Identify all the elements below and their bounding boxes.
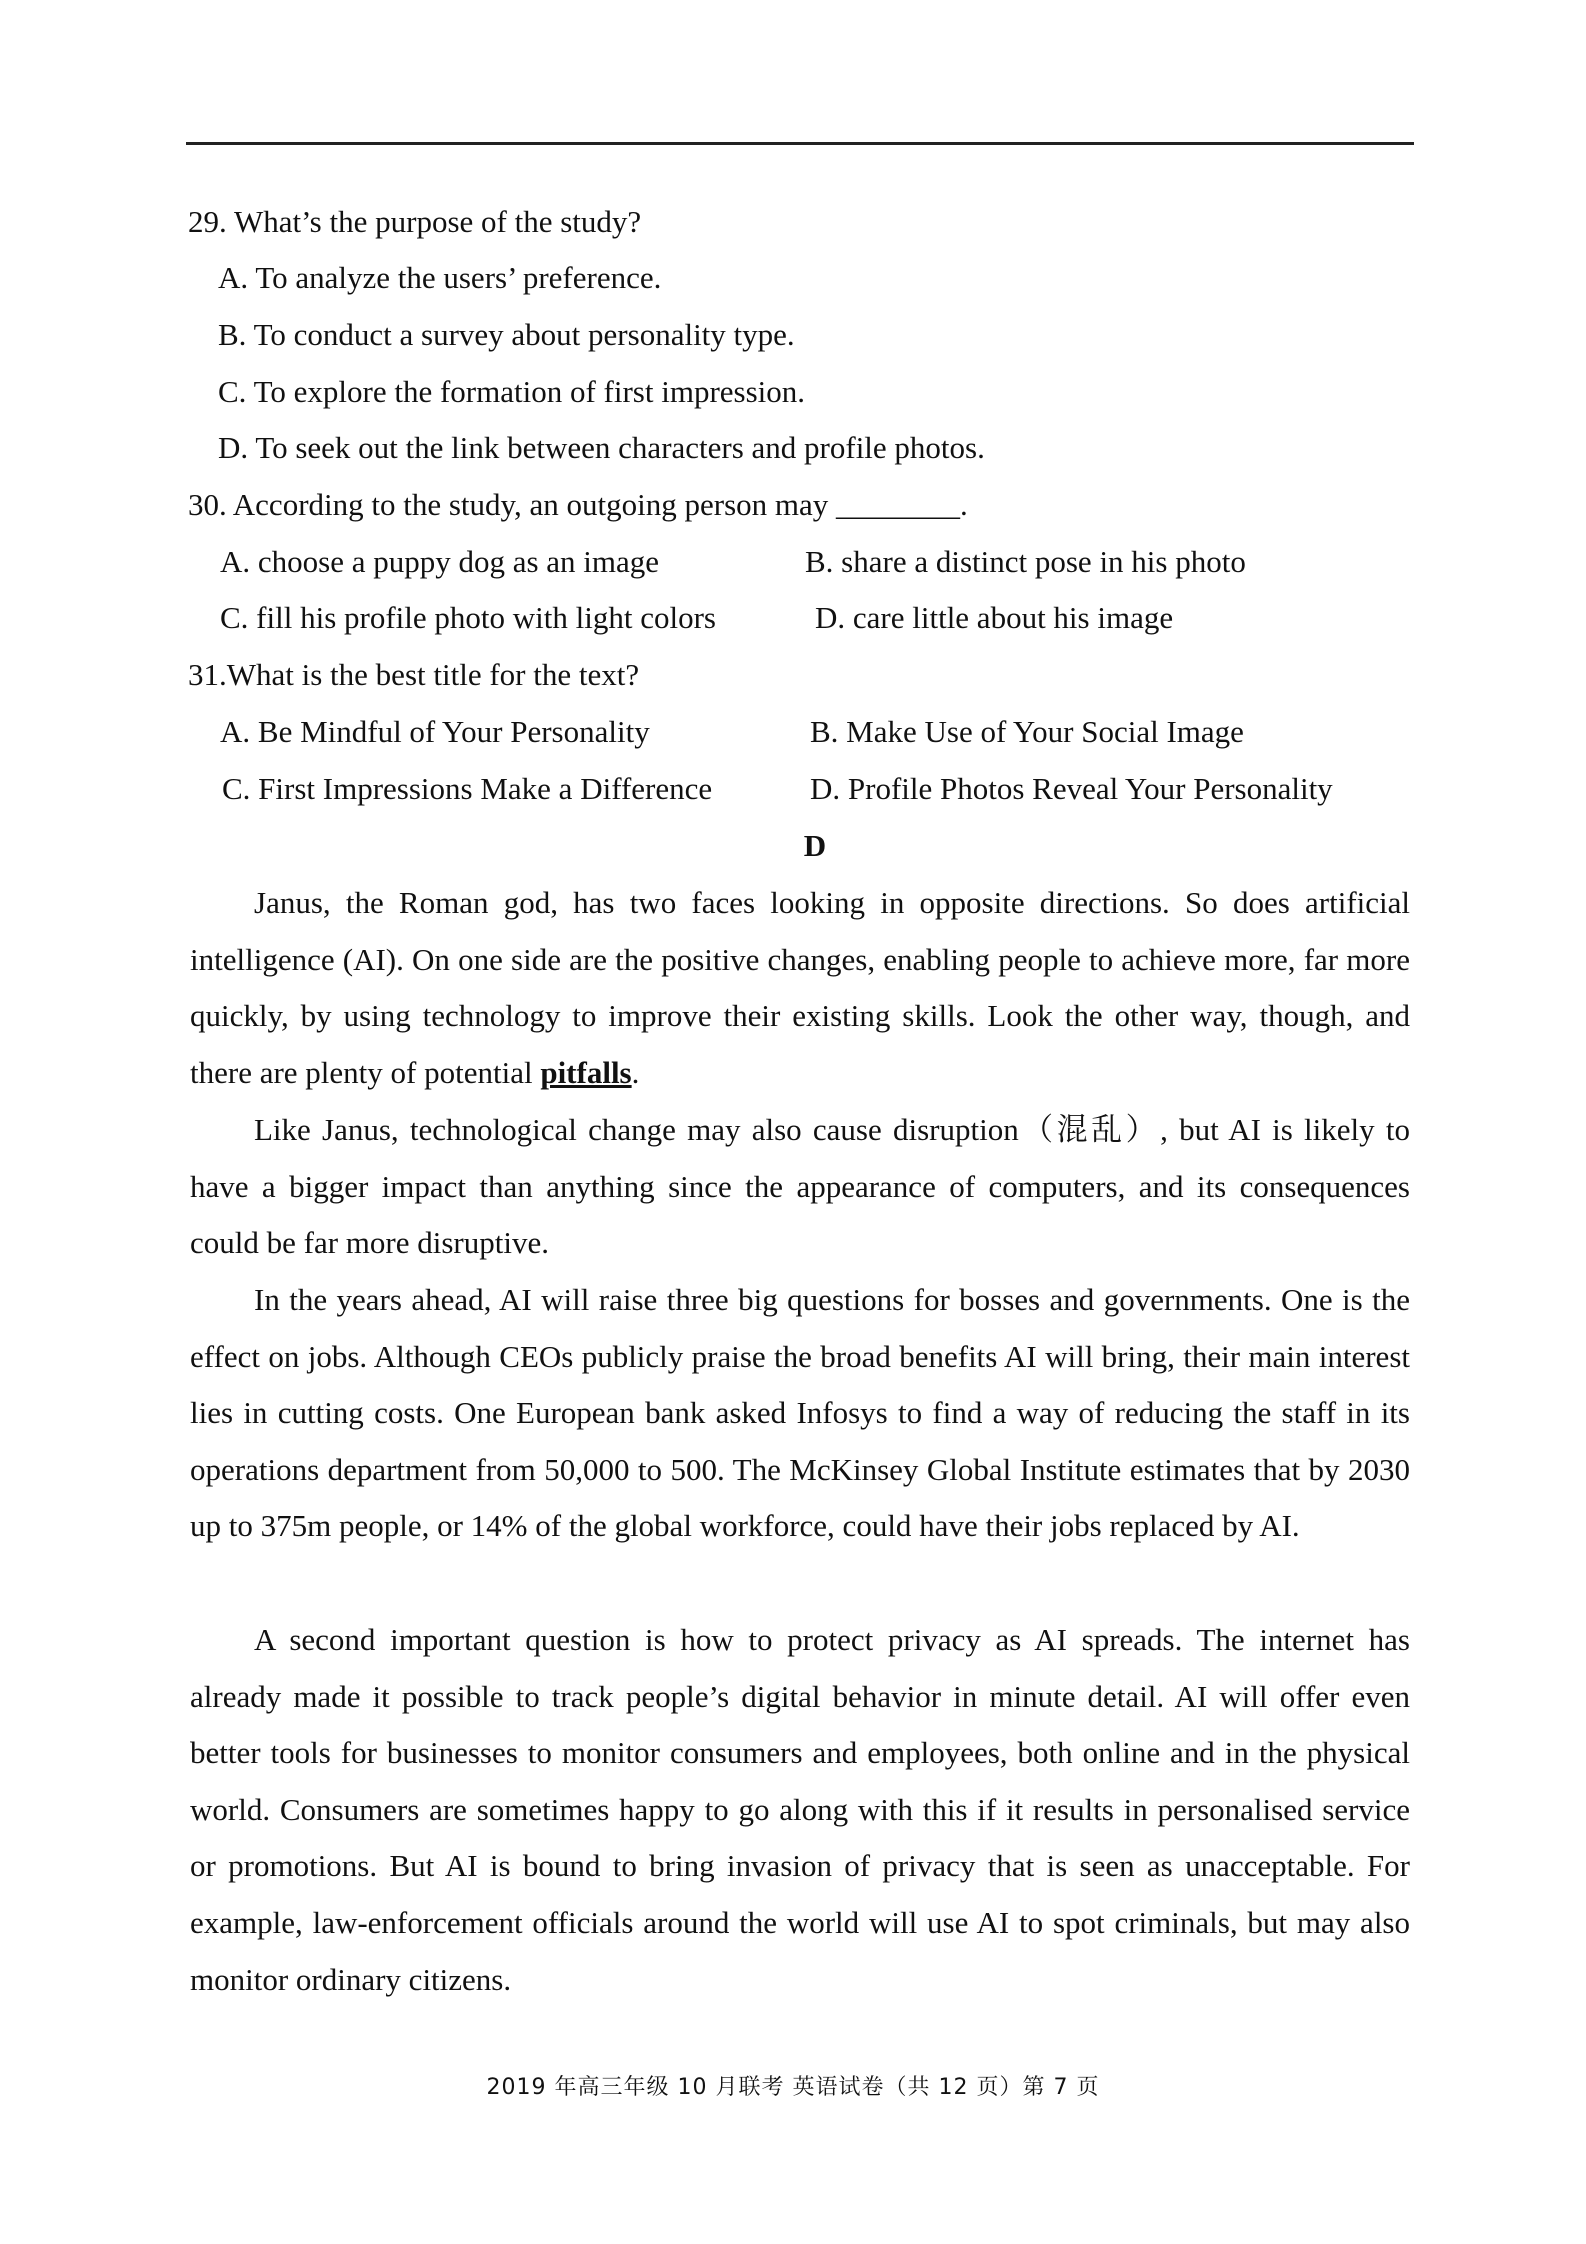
passage-paragraph-1 <box>190 875 1410 1101</box>
passage-paragraph-4: A second important question is how to protect privacy as AI spreads. The internet has already made it possible to track people’s digital behavior in minute detail. AI will offer even better tools for businesses to monitor consumers and employees, both online and in the physical world. Consumers are sometimes happy to go along with this if it results in personalised service or promotions. But AI is bound to bring invasion of privacy that is seen as unacceptable. For example, law-enforcement officials around the world will use AI to spot criminals, but may also monitor ordinary citizens. <box>190 1622 1410 1997</box>
question-31-option-d: D. Profile Photos Reveal Your Personality <box>810 771 1333 806</box>
question-30-option-b: B. share a distinct pose in his photo <box>805 544 1246 579</box>
question-31-option-b: B. Make Use of Your Social Image <box>810 714 1244 749</box>
question-30-stem: 30. According to the study, an outgoing person may ________. <box>188 487 968 522</box>
passage-paragraph-2: Like Janus, technological change may also cause disruption（混乱）, but AI is likely to have a bigger impact than anything since the appearance of computers, and its consequences could be far more disruptive. <box>190 1112 1410 1261</box>
question-30-option-d: D. care little about his image <box>815 600 1174 635</box>
question-29-option-d: D. To seek out the link between characters and profile photos. <box>218 430 985 465</box>
question-29-stem: 29. What’s the purpose of the study? <box>188 204 642 239</box>
passage-paragraph-3: In the years ahead, AI will raise three big questions for bosses and governments. One is the effect on jobs. Although CEOs publicly praise the broad benefits AI will bring, their main interest lies in cutting costs. One European bank asked Infosys to find a way of reducing the staff in its operations department from 50,000 to 500. The McKinsey Global Institute estimates that by 2030 up to 375m people, or 14% of the global workforce, could have their jobs replaced by AI. <box>190 1282 1410 1544</box>
question-29-option-c: C. To explore the formation of first impression. <box>218 374 806 409</box>
question-30-option-a: A. choose a puppy dog as an image <box>220 544 660 579</box>
question-29-option-a: A. To analyze the users’ preference. <box>218 260 662 295</box>
question-29-option-b: B. To conduct a survey about personality type. <box>218 317 795 352</box>
keyword-pitfalls: pitfalls <box>540 1054 632 1090</box>
question-31-option-c: C. First Impressions Make a Difference <box>222 771 713 806</box>
page-footer: 2019 年高三年级 10 月联考 英语试卷（共 12 页）第 7 页 <box>486 2075 1100 2100</box>
section-heading: D <box>803 828 827 863</box>
header-rule <box>186 142 1414 145</box>
question-31-stem: 31.What is the best title for the text? <box>188 657 640 692</box>
paragraph-1-end: . <box>631 1054 640 1090</box>
question-31-option-a: A. Be Mindful of Your Personality <box>220 714 650 749</box>
paragraph-1-text: Janus, the Roman god, has two faces looking in opposite directions. So does artificial intelligence (AI). On one side are the positive changes, enabling people to achieve more, far more quickly, by using technology to improve their existing skills. Look the other way, though, and there are plenty of potential <box>190 885 1410 1090</box>
question-30-option-c: C. fill his profile photo with light colors <box>220 600 716 635</box>
